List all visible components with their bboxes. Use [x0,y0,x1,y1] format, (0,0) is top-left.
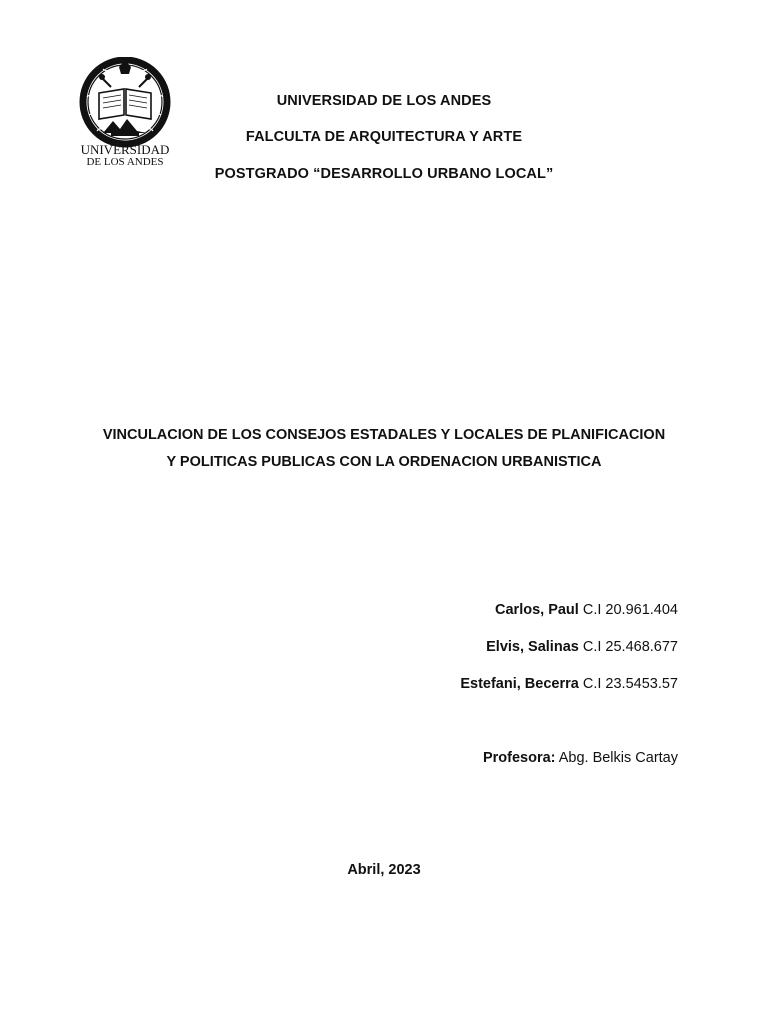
program-name: POSTGRADO “DESARROLLO URBANO LOCAL” [214,166,554,182]
professor-name: Abg. Belkis Cartay [558,750,678,766]
author-id: C.I 25.468.677 [582,639,678,655]
faculty-name: FALCULTA DE ARQUITECTURA Y ARTE [245,129,523,145]
university-logo [73,57,177,167]
author-id: C.I 20.961.404 [582,602,678,618]
logo-text-line1: UNIVERSIDAD [80,142,170,157]
author-name: Elvis, Salinas [486,639,579,655]
author-line [486,639,678,655]
university-name: UNIVERSIDAD DE LOS ANDES [276,93,492,109]
author-name: Carlos, Paul [495,602,579,618]
professor-label: Profesora: [482,750,556,766]
author-line [460,676,678,692]
document-title [60,422,708,476]
author-name: Estefani, Becerra [460,676,579,692]
professor-line [483,750,678,766]
author-line [495,602,678,618]
document-date: Abril, 2023 [347,862,421,878]
document-title-line1: VINCULACION DE LOS CONSEJOS ESTADALES Y LOCALES DE PLANIFICACION [102,427,666,443]
logo-text-line2: DE LOS ANDES [86,156,164,167]
author-id: C.I 23.5453.57 [582,676,678,692]
document-title-line2: Y POLITICAS PUBLICAS CON LA ORDENACION URBANISTICA [166,454,602,470]
